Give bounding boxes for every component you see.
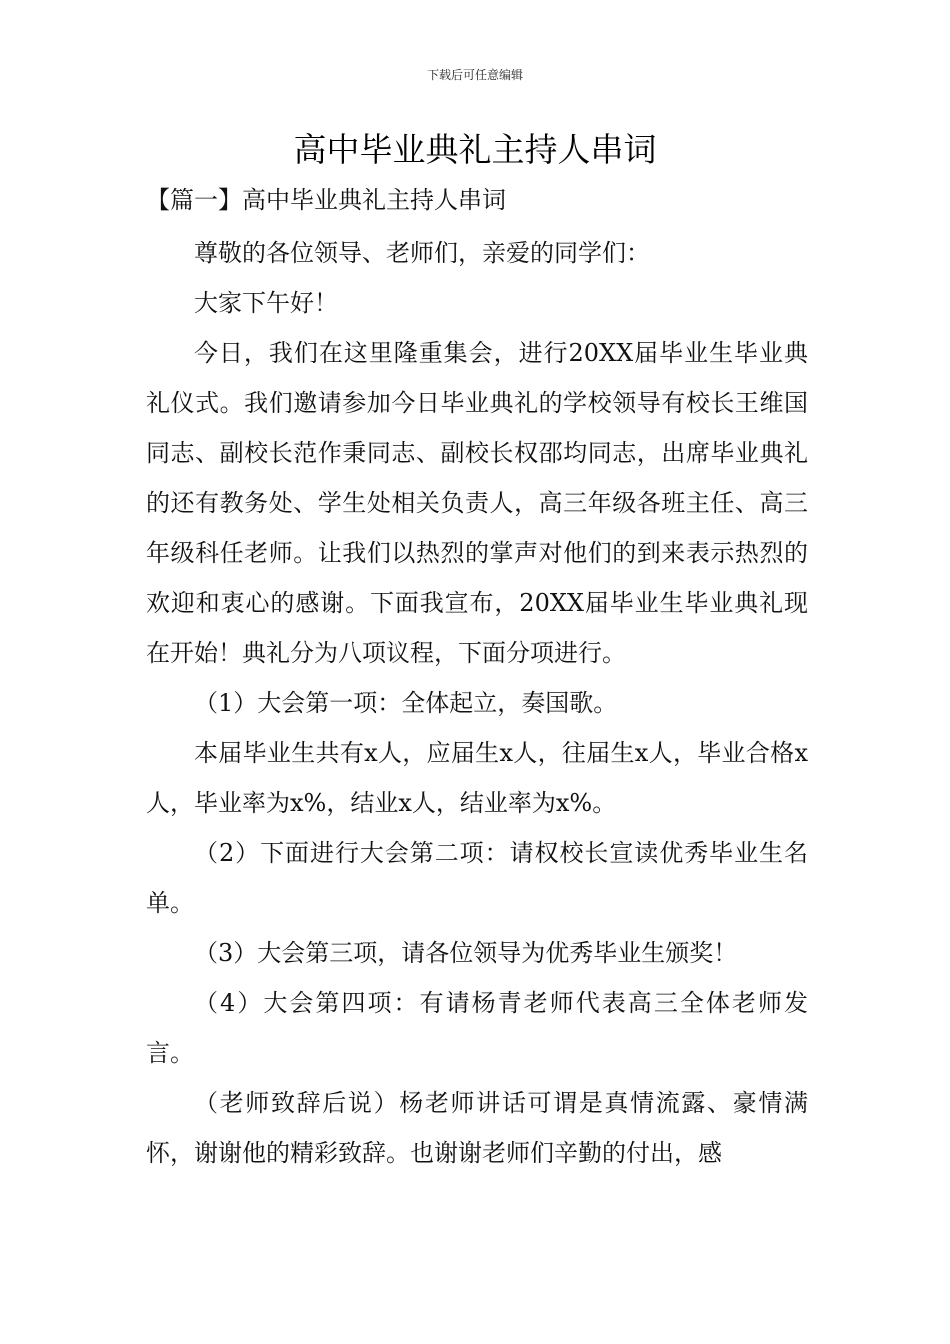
paragraph-graduate-stats: 本届毕业生共有x人，应届生x人，往届生x人，毕业合格x人，毕业率为x%，结业x人，结业率为x%。	[146, 739, 808, 817]
paragraph-item-3: （3）大会第三项，请各位领导为优秀毕业生颁奖！	[194, 939, 738, 967]
body-text	[146, 228, 808, 1178]
paragraph-teacher-speech-remark: （老师致辞后说）杨老师讲话可谓是真情流露、豪情满怀，谢谢他的精彩致辞。也谢谢老师们辛勤的付出，感	[146, 1089, 808, 1167]
paragraph-item-2: （2）下面进行大会第二项：请权校长宣读优秀毕业生名单。	[146, 839, 808, 917]
header-note: 下载后可任意编辑	[426, 68, 523, 82]
paragraph-item-4: （4）大会第四项：有请杨青老师代表高三全体老师发言。	[146, 989, 808, 1067]
document-title: 高中毕业典礼主持人串词	[293, 130, 657, 169]
paragraph-item-1: （1）大会第一项：全体起立，奏国歌。	[194, 689, 618, 717]
paragraph-opening: 今日，我们在这里隆重集会，进行20XX届毕业生毕业典礼仪式。我们邀请参加今日毕业典礼的学校领导有校长王维国同志、副校长范作秉同志、副校长权邵均同志，出席毕业典礼的还有教务处、学生处相关负责人，高三年级各班主任、高三年级科任老师。让我们以热烈的掌声对他们的到来表示热烈的欢迎和衷心的感谢。下面我宣布，20XX届毕业生毕业典礼现在开始！典礼分为八项议程，下面分项进行。	[146, 339, 808, 667]
paragraph-greeting: 尊敬的各位领导、老师们，亲爱的同学们：	[194, 239, 650, 267]
paragraph-good-afternoon: 大家下午好！	[194, 289, 338, 317]
section-heading: 【篇一】高中毕业典礼主持人串词	[146, 186, 506, 214]
